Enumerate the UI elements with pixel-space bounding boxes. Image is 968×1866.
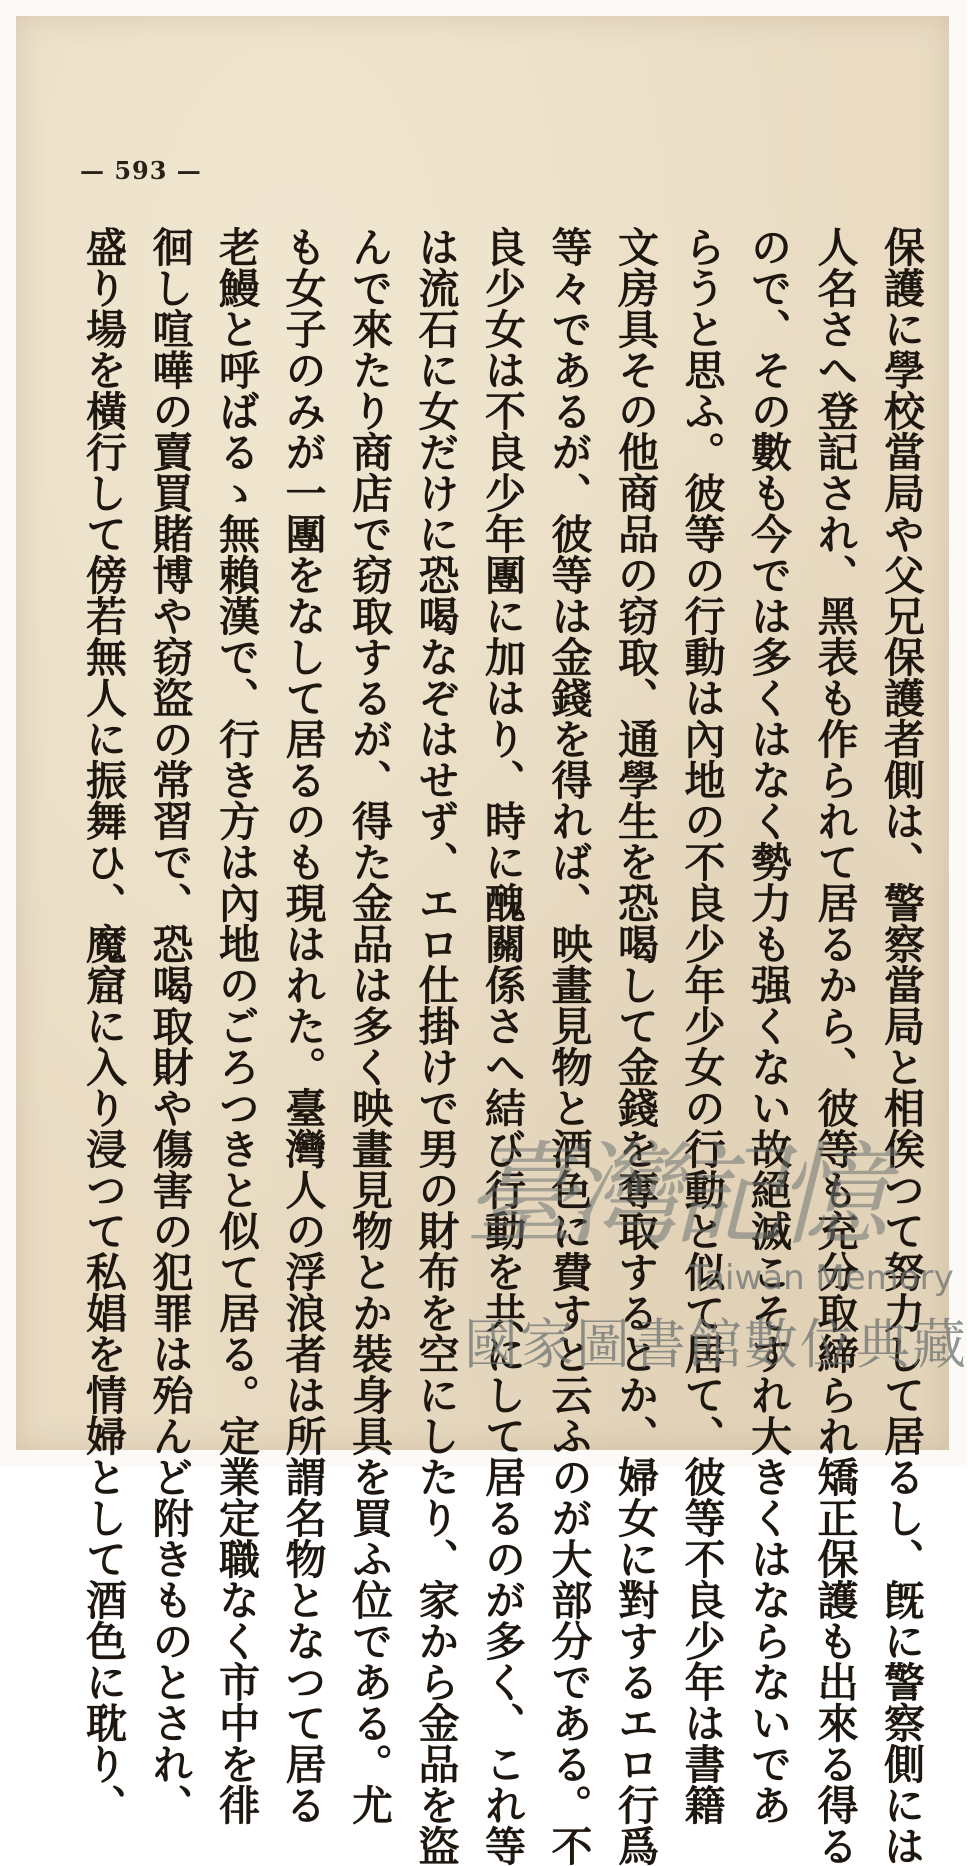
text-line: んで來たり商店で窃取するが、得た金品は多く映畫見物とか裝身具を買ふ位である。尤 [345, 226, 393, 1825]
text-line: 等々であるが、彼等は金錢を得れば、映畫見物と酒色に費すと云ふのが大部分である。不 [544, 226, 593, 1866]
text-line: 老鰻と呼ばるゝ無賴漢で、行き方は內地のごろつきと似て居る。定業定職なく市中を徘 [212, 226, 260, 1825]
text-line: 徊し喧嘩の賣買賭博や窃盜の常習で、恐喝取財や傷害の犯罪は殆んど附きものとされ、 [145, 226, 194, 1825]
text-line: ので、その數も今では多くはなく勢力も强くない故絕滅こそすれ大きくはならないであ [744, 226, 792, 1825]
text-line: は流石に女だけに恐喝なぞはせず、エロ仕掛けで男の財布を空にしたり、家から金品を盜 [411, 226, 460, 1866]
page-number: — 593 — [80, 156, 202, 185]
text-line: 人名さへ登記され、黑表も作られて居るから、彼等も充分取締られ矯正保護も出來る得る [810, 226, 859, 1866]
text-line: らうと思ふ。彼等の行動は內地の不良少年少女の行動と似て居て、彼等不良少年は書籍 [677, 226, 726, 1825]
text-line: 良少女は不良少年團に加はり、時に醜關係さへ結び行動を共にして居るのが多く、これ等 [478, 226, 526, 1866]
vertical-text-block [79, 226, 934, 1866]
watermark-logo-text: 臺灣記憶 [464, 1131, 880, 1261]
watermark-chinese: 國家圖書館數位典藏 [464, 1313, 968, 1376]
book-page [16, 16, 968, 1866]
text-line: 盛り場を橫行して傍若無人に振舞ひ、魔窟に入り浸つて私娼を情婦として酒色に耽り、 [79, 226, 127, 1825]
text-line: も女子のみが一團をなして居るのも現はれた。臺灣人の浮浪者は所謂名物となつて居る [278, 226, 327, 1825]
text-line: 文房具その他商品の窃取、通學生を恐喝して金錢を奪取するとか、婦女に對するエロ行爲 [611, 226, 659, 1866]
watermark-english: Taiwan Memory [689, 1258, 954, 1298]
text-line: 保護に學校當局や父兄保護者側は、警察當局と相俟つて努力して居るし、旣に警察側には [877, 226, 925, 1866]
